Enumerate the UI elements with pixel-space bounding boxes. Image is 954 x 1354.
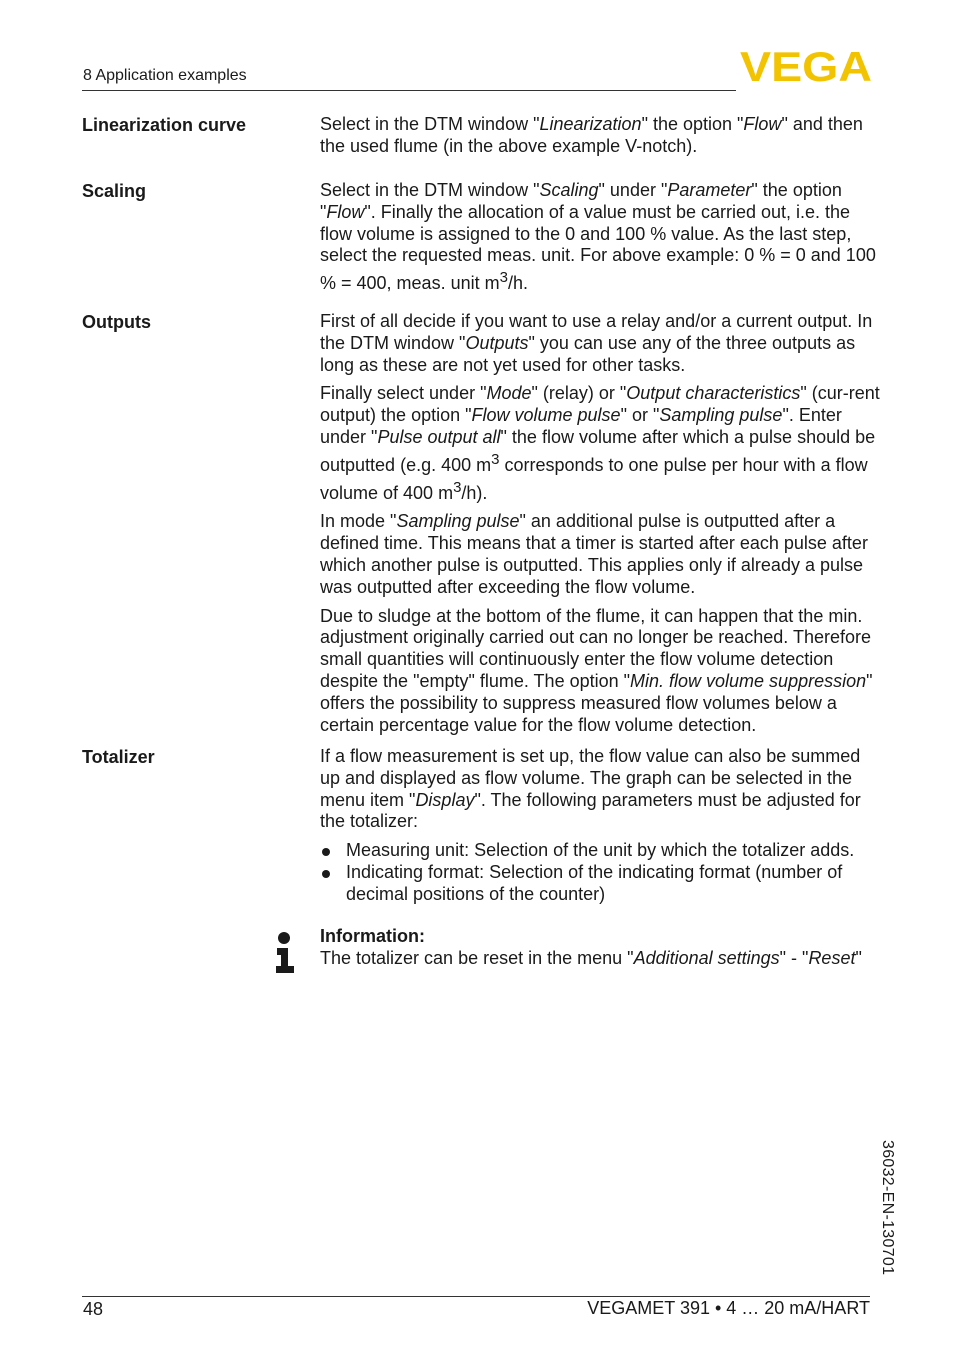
outputs-paragraph-2: Finally select under "Mode" (relay) or "Output characteristics" (cur-rent output) the option "Flow volume pulse" or "Sampling pulse". Enter under "Pulse output all" the flow volume after which a pulse should be outputted (e.g. 400 $m^3$ corresponds to one pulse per hour with a flow volume of 400 $m^3/h$).: [320, 383, 880, 503]
info-text: The totalizer can be reset in the menu "Additional settings" - "Reset": [320, 947, 862, 968]
list-item: Indicating format: Selection of the indicating format (number of decimal positions of the counter): [320, 862, 880, 906]
vega-logo: [740, 48, 872, 86]
outputs-paragraph-4: Due to sludge at the bottom of the flume, it can happen that the min. adjustment originally carried out can no longer be reached. Therefore small quantities will continuously enter the flow volume detection despite the "empty" flume. The option "Min. flow volume suppression" offers the possibility to suppress measured flow volumes below a certain percentage value for the flow volume detection.: [320, 605, 873, 735]
totalizer-paragraph: If a flow measurement is set up, the flow value can also be summed up and displayed as flow volume. The graph can be selected in the menu item "Display". The following parameters must be adjusted for the totalizer:: [320, 746, 861, 832]
linearization-label: Linearization curve: [82, 115, 247, 135]
totalizer-label: Totalizer: [82, 747, 155, 767]
scaling-text: [320, 180, 880, 302]
scaling-paragraph: Select in the DTM window "Scaling" under "Parameter" the option "Flow". Finally the allocation of a value must be carried out, i.e. the flow volume is assigned to the 0 and 100 % value. As the last step, select the requested meas. unit. For above example: 0 % = 0 and 100 % = 400, meas. unit $m^3/h$.: [320, 180, 876, 294]
outputs-paragraph-3: In mode "Sampling pulse" an additional pulse is outputted after a defined time. This means that a timer is started after each pulse after which another pulse is outputted. This applies only if already a pulse was outputted after exceeding the flow volume.: [320, 511, 868, 597]
svg-text:VEGA: VEGA: [740, 48, 872, 86]
scaling-label: Scaling: [82, 181, 147, 201]
header-divider: [82, 90, 736, 91]
bullet-icon: [322, 870, 330, 878]
section-title: 8 Application examples: [83, 67, 247, 84]
outputs-text: [320, 311, 880, 743]
info-title: Information:: [320, 926, 425, 946]
linearization-text: [320, 114, 880, 165]
linearization-paragraph: Select in the DTM window "Linearization" the option "Flow" and then the used flume (in the above example V-notch).: [320, 114, 863, 156]
totalizer-bullet-list: [320, 840, 880, 905]
totalizer-text: [320, 746, 880, 906]
list-item: Measuring unit: Selection of the unit by which the totalizer adds.: [320, 840, 880, 862]
info-note: [320, 926, 880, 970]
info-icon: [274, 932, 296, 974]
page-number: 48: [83, 1299, 104, 1319]
outputs-label: Outputs: [82, 312, 151, 332]
product-name: VEGAMET 391 • 4 … 20 mA/HART: [587, 1298, 870, 1318]
outputs-paragraph-1: First of all decide if you want to use a relay and/or a current output. In the DTM window "Outputs" you can use any of the three outputs as long as these are not yet used for other tasks.: [320, 311, 873, 375]
bullet-icon: [322, 848, 330, 856]
footer-divider: [82, 1296, 870, 1297]
document-number: 36032-EN-130701: [879, 1140, 896, 1276]
